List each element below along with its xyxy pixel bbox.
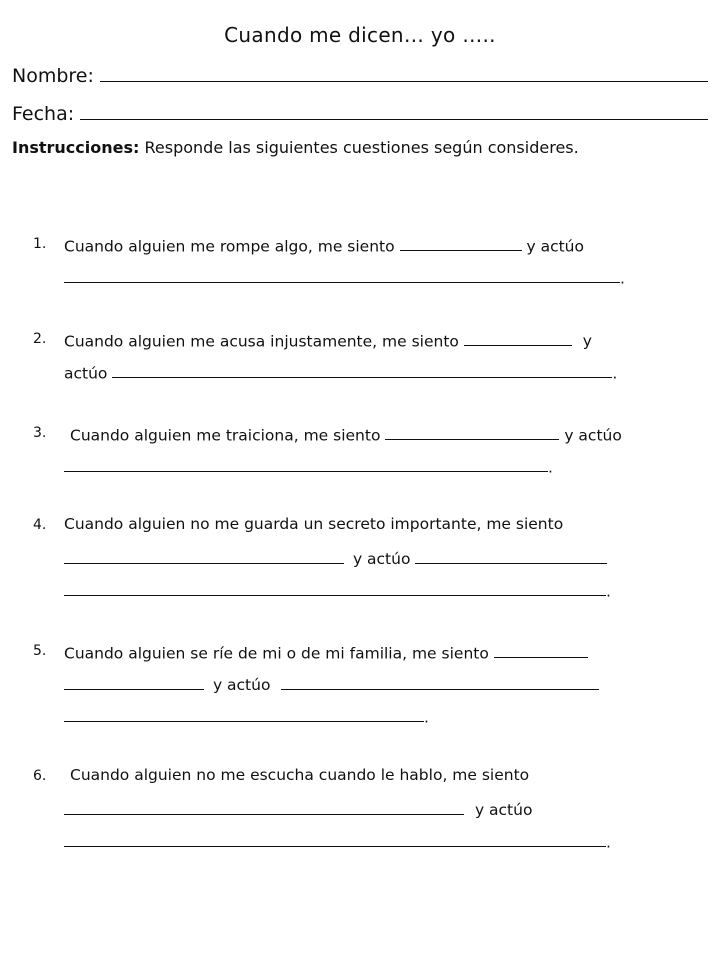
question-2-period: . — [612, 364, 618, 383]
question-2-act-blank[interactable] — [112, 361, 612, 378]
nombre-blank[interactable] — [100, 62, 708, 82]
fecha-blank[interactable] — [80, 100, 708, 120]
question-2-line-1 — [64, 329, 592, 350]
question-2-act-text: actúo — [64, 364, 108, 383]
question-6-feel-blank[interactable] — [64, 798, 464, 815]
question-number: 5. — [33, 643, 47, 659]
question-number: 2. — [33, 331, 47, 347]
question-4-feel-blank[interactable] — [64, 547, 344, 564]
question-4-text: Cuando alguien no me guarda un secreto importante, me siento — [64, 515, 564, 533]
question-5-act-text: y actúo — [212, 676, 271, 695]
question-4-line-1 — [64, 515, 563, 533]
question-5-line-1 — [64, 641, 588, 662]
question-4-act-blank-2[interactable] — [64, 579, 606, 596]
question-4-period: . — [606, 582, 611, 601]
question-3-line-2 — [64, 455, 553, 476]
question-6-line-2 — [64, 798, 532, 819]
worksheet-title: Cuando me dicen… yo ….. — [224, 23, 496, 47]
question-1-period: . — [620, 269, 625, 288]
question-3-period: . — [548, 458, 553, 477]
instructions-text: Responde las siguientes cuestiones según consideres. — [144, 138, 579, 157]
instructions — [12, 138, 579, 157]
question-5-text: Cuando alguien se ríe de mi o de mi familia, me siento — [64, 644, 489, 663]
question-6-line-3 — [64, 830, 611, 851]
question-2-line-2 — [64, 361, 617, 382]
question-3-text: Cuando alguien me traiciona, me siento — [70, 426, 381, 445]
question-5-act-blank-1[interactable] — [281, 673, 599, 690]
question-5-act-blank-2[interactable] — [64, 705, 424, 722]
nombre-field[interactable] — [12, 62, 708, 87]
question-3-act-blank[interactable] — [64, 455, 548, 472]
question-1-feel-blank[interactable] — [400, 234, 522, 251]
question-6-act-text: y actúo — [474, 801, 533, 820]
question-3-act-text: y actúo — [564, 426, 622, 445]
question-5-line-2 — [64, 673, 599, 694]
question-4-act-text: y actúo — [352, 550, 411, 569]
question-6-act-blank[interactable] — [64, 830, 606, 847]
question-1-text: Cuando alguien me rompe algo, me siento — [64, 237, 395, 256]
question-4-line-3 — [64, 579, 611, 600]
question-4-act-blank-1[interactable] — [415, 547, 607, 564]
question-1-act-text: y actúo — [526, 237, 584, 256]
question-3-line-1 — [70, 423, 622, 444]
question-number: 4. — [33, 517, 47, 533]
question-number: 6. — [33, 768, 47, 784]
question-5-feel-blank-2[interactable] — [64, 673, 204, 690]
question-5-period: . — [424, 708, 429, 727]
question-2-feel-blank[interactable] — [464, 329, 572, 346]
question-3-feel-blank[interactable] — [385, 423, 559, 440]
fecha-field[interactable] — [12, 100, 708, 125]
question-5-line-3 — [64, 705, 429, 726]
question-1-line-1 — [64, 234, 584, 255]
question-6-line-1 — [70, 766, 529, 784]
question-1-line-2 — [64, 266, 625, 287]
question-5-feel-blank-1[interactable] — [494, 641, 588, 658]
question-2-text: Cuando alguien me acusa injustamente, me siento — [64, 332, 459, 351]
question-number: 1. — [33, 236, 47, 252]
question-6-period: . — [606, 833, 611, 852]
nombre-label: Nombre: — [12, 65, 94, 87]
instructions-label: Instrucciones: — [12, 138, 140, 157]
question-number: 3. — [33, 425, 47, 441]
question-6-text: Cuando alguien no me escucha cuando le hablo, me siento — [70, 766, 530, 784]
fecha-label: Fecha: — [12, 103, 75, 125]
question-2-and: y — [582, 332, 592, 351]
question-1-act-blank[interactable] — [64, 266, 620, 283]
question-4-line-2 — [64, 547, 607, 568]
